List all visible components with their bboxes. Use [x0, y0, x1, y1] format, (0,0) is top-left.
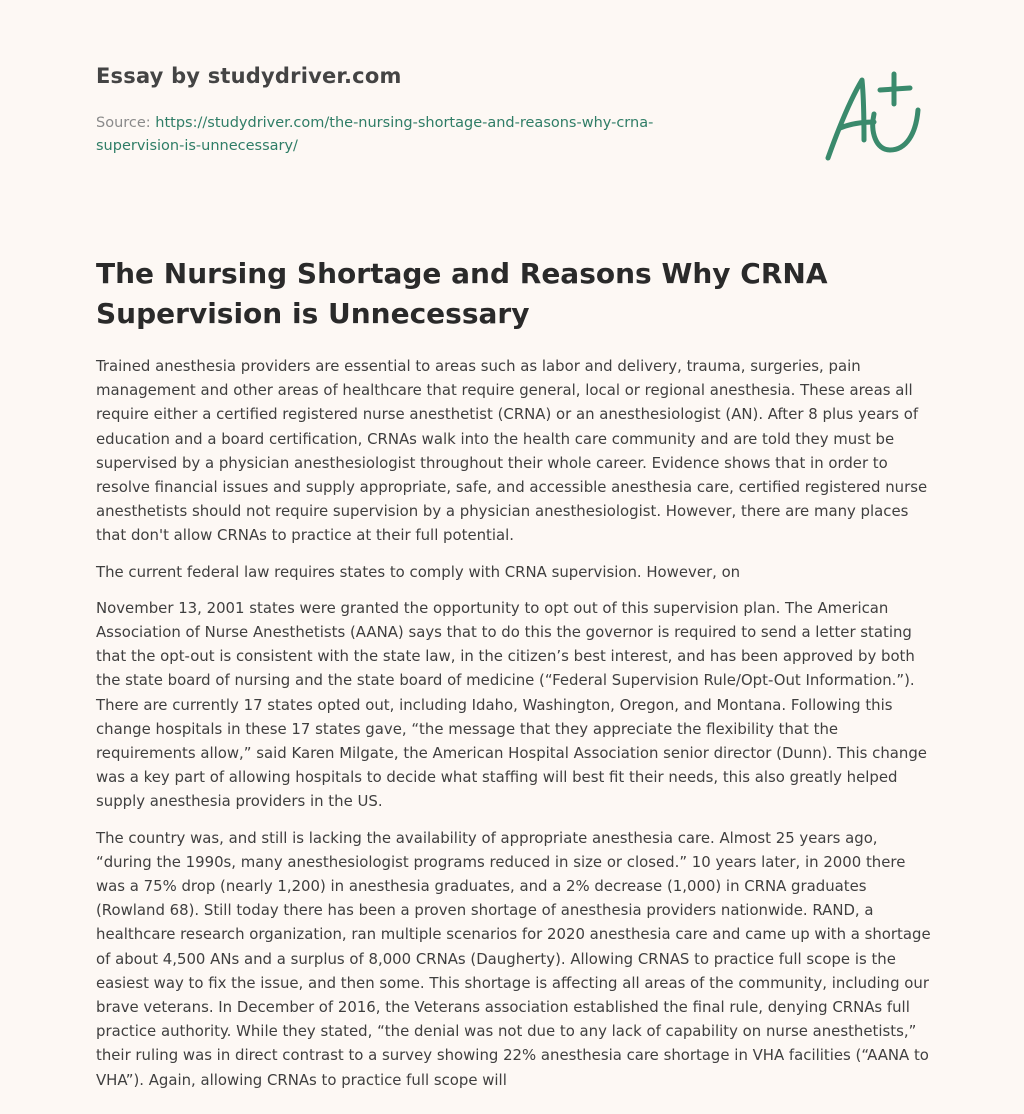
essay-paragraph: The country was, and still is lacking the availability of appropriate anesthesia care. Almost 25 years ago, “during the 1990s, many anesthesiologist programs reduced in size or closed.” 10 years later, in 2000 there was a 75% drop (nearly 1,200) in anesthesia graduates, and a 2% decrease (1,000) in CRNA graduates (Rowland 68). Still today there has been a proven shortage of anesthesia providers nationwide. RAND, a healthcare research organization, ran multiple scenarios for 2020 anesthesia care and came up with a shortage of about 4,500 ANs and a surplus of 8,000 CRNAs (Daugherty). Allowing CRNAS to practice full scope is the easiest way to fix the issue, and then some. This shortage is affecting all areas of the community, including our brave veterans. In December of 2016, the Veterans association established the final rule, denying CRNAs full practice authority. While they stated, “the denial was not due to any lack of capability on nurse anesthetists,” their ruling was in direct contrast to a survey showing 22% anesthesia care shortage in VHA facilities (“AANA to VHA”). Again, allowing CRNAs to practice full scope will	[96, 828, 931, 1089]
site-header-title: Essay by studydriver.com	[96, 64, 402, 88]
source-line	[96, 112, 696, 158]
source-label: Source:	[96, 115, 156, 131]
a-plus-grade-icon	[818, 70, 928, 164]
essay-title: The Nursing Shortage and Reasons Why CRNA Supervision is Unnecessary	[96, 257, 828, 330]
essay-paragraph: The current federal law requires states to comply with CRNA supervision. However, on	[96, 562, 741, 581]
source-url-line-2: supervision-is-unnecessary/	[96, 138, 298, 154]
essay-paragraph: November 13, 2001 states were granted the opportunity to opt out of this supervision plan. The American Association of Nurse Anesthetists (AANA) says that to do this the governor is required to send a letter stating that the opt-out is consistent with the state law, in the citizen’s best interest, and has been approved by both the state board of nursing and the state board of medicine (“Federal Supervision Rule/Opt-Out Information.”). There are currently 17 states opted out, including Idaho, Washington, Oregon, and Montana. Following this change hospitals in these 17 states gave, “the message that they appreciate the flexibility that the requirements allow,” said Karen Milgate, the American Hospital Association senior director (Dunn). This change was a key part of allowing hospitals to decide what staffing will best fit their needs, this also greatly helped supply anesthesia providers in the US.	[96, 598, 927, 811]
source-url-line-1: https://studydriver.com/the-nursing-shortage-and-reasons-why-crna-	[155, 115, 654, 131]
essay-paragraph: Trained anesthesia providers are essential to areas such as labor and delivery, trauma, surgeries, pain management and other areas of healthcare that require general, local or regional anesthesia. These areas all require either a certified registered nurse anesthetist (CRNA) or an anesthesiologist (AN). After 8 plus years of education and a board certification, CRNAs walk into the health care community and are told they must be supervised by a physician anesthesiologist throughout their whole career. Evidence shows that in order to resolve financial issues and supply appropriate, safe, and accessible anesthesia care, certified registered nurse anesthetists should not require supervision by a physician anesthesiologist. However, there are many places that don't allow CRNAs to practice at their full potential.	[96, 357, 928, 545]
essay-body	[96, 354, 936, 1104]
source-link[interactable]	[96, 115, 653, 154]
